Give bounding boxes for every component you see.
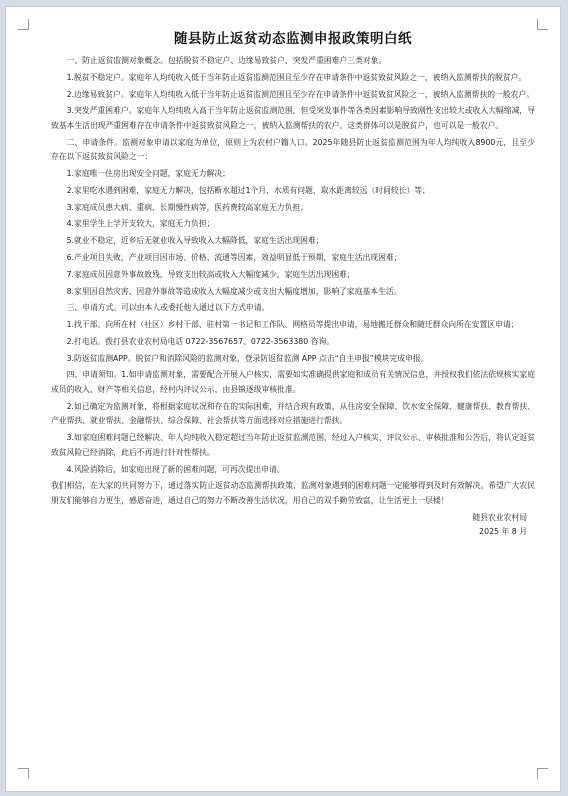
section-2-heading: 二、申请条件。监测对象申请以家庭为单位，原则上为农村户籍人口。2025年随县防止返贫监测范围为年人均纯收入8900元，且至少存在以下返贫致贫风险之一：: [51, 137, 535, 162]
crop-mark-top-right: [537, 19, 548, 30]
condition-item-2: 2.家里吃水遇到困难，家庭无力解决，包括断水超过1个月，水质有问题、取水距离较远（时间较长）等；: [66, 185, 430, 195]
paragraph-unstable-household: 1.脱贫不稳定户。家庭年人均纯收入低于当年防止返贫监测范围且至少存在申请条件中返贫致贫风险之一，被纳入监测帮扶的脱贫户。: [66, 72, 527, 82]
crop-mark-bottom-right: [537, 768, 548, 779]
apply-method-1: 1.找干部。向所在村（社区）乡村干部、驻村第一书记和工作队、网格员等提出申请，易地搬迁群众和随迁群众向所在安置区申请；: [66, 320, 519, 330]
document-content: [51, 30, 535, 540]
crop-mark-top-left: [18, 19, 29, 30]
section-4-heading: 四、申请须知。1.如申请监测对象，需要配合开展入户核实，需要如实准确提供家庭和成员有关情况信息，并授权我们依法依规核实家庭成员的收入、财产等相关信息，经村内评议公示，由县镇逐级审核批准。: [51, 370, 535, 395]
document-title: 随县防止返贫动态监测申报政策明白纸: [174, 31, 412, 47]
condition-item-3: 3.家庭成员患大病、重病、长期慢性病等，医药费较高家庭无力负担；: [66, 202, 308, 212]
condition-item-7: 7.家庭成员因意外事故致残，导致支出较高或收入大幅度减少，家庭生活出现困难；: [66, 269, 355, 279]
signature-organization: 随县农业农村局: [472, 512, 527, 522]
closing-paragraph: 我们相信，在大家的共同努力下，通过落实防止返贫动态监测帮扶政策，监测对象遇到的困难问题一定能够得到及时有效解决。希望广大农民朋友们能够自力更生，感恩奋进，通过自己的努力不断改善生活状况，用自己的双手勤劳致富，让生活更上一层楼！: [51, 481, 535, 505]
notice-item-3: 3.如家庭困难问题已经解决、年人均纯收入稳定超过当年防止返贫监测范围，经过入户核实、评议公示、审核批准和公告后，将认定返贫致贫风险已经消除，此后不再进行针对性帮扶。: [51, 433, 535, 457]
section-1-heading: 一、防止返贫监测对象概念。包括脱贫不稳定户、边缘易致贫户、突发严重困难户三类对象。: [66, 56, 387, 65]
notice-item-4: 4.风险消除后，如家庭出现了新的困难问题，可再次提出申请。: [66, 464, 285, 474]
condition-item-1: 1.家庭唯一住房出现安全问题，家庭无力解决；: [66, 169, 230, 179]
condition-item-6: 6.产业项目失败，产业项目因市场、价格、流通等因素，效益明显低于预期，家庭生活出现困难；: [66, 253, 402, 262]
condition-item-4: 4.家里学生上学开支较大，家庭无力负担；: [66, 219, 215, 229]
apply-method-3: 3.防返贫监测APP。脱贫户和消除风险的监测对象，登录防返贫监测 APP 点击“自主申报”模块完成申报。: [66, 353, 429, 363]
signature-date: 2025 年 8 月: [479, 527, 527, 537]
crop-mark-bottom-left: [18, 768, 29, 779]
paragraph-marginal-household: 2.边缘易致贫户。家庭年人均纯收入低于当年防止返贫监测范围且至少存在申请条件中返贫致贫风险之一，被纳入监测帮扶的一般农户。: [66, 89, 535, 99]
apply-method-2: 2.打电话。拨打县农业农村局电话 0722-3567657、0722-3563380 咨询。: [66, 336, 335, 346]
paragraph-sudden-hardship-household: 3.突发严重困难户。家庭年人均纯收入高于当年防止返贫监测范围，但受突发事件等各类因素影响导致刚性支出较大或收入大幅缩减，导致基本生活出现严重困难存在申请条件中返贫致贫风险之一，被纳入监测帮扶的农户。这类群体可以是脱贫户，也可以是一般农户。: [51, 106, 535, 130]
condition-item-8: 8.家里因自然灾害、因意外事故等造成收入大幅度减少或支出大幅度增加，影响了家庭基本生活。: [66, 286, 402, 296]
notice-item-2: 2.如已确定为监测对象，将根据家庭状况和存在的实际困难，并结合现有政策，从住房安全保障、饮水安全保障、健康帮扶、教育帮扶、产业帮扶、就业帮扶、金融帮扶、综合保障、社会帮扶等方面选择对应措施进行帮扶。: [51, 401, 535, 426]
section-3-heading: 三、申请方式。可以由本人或委托他人通过以下方式申请。: [66, 303, 270, 313]
condition-item-5: 5.就业不稳定，近乡后无就业收入导致收入大幅降低，家庭生活出现困难；: [66, 236, 324, 246]
